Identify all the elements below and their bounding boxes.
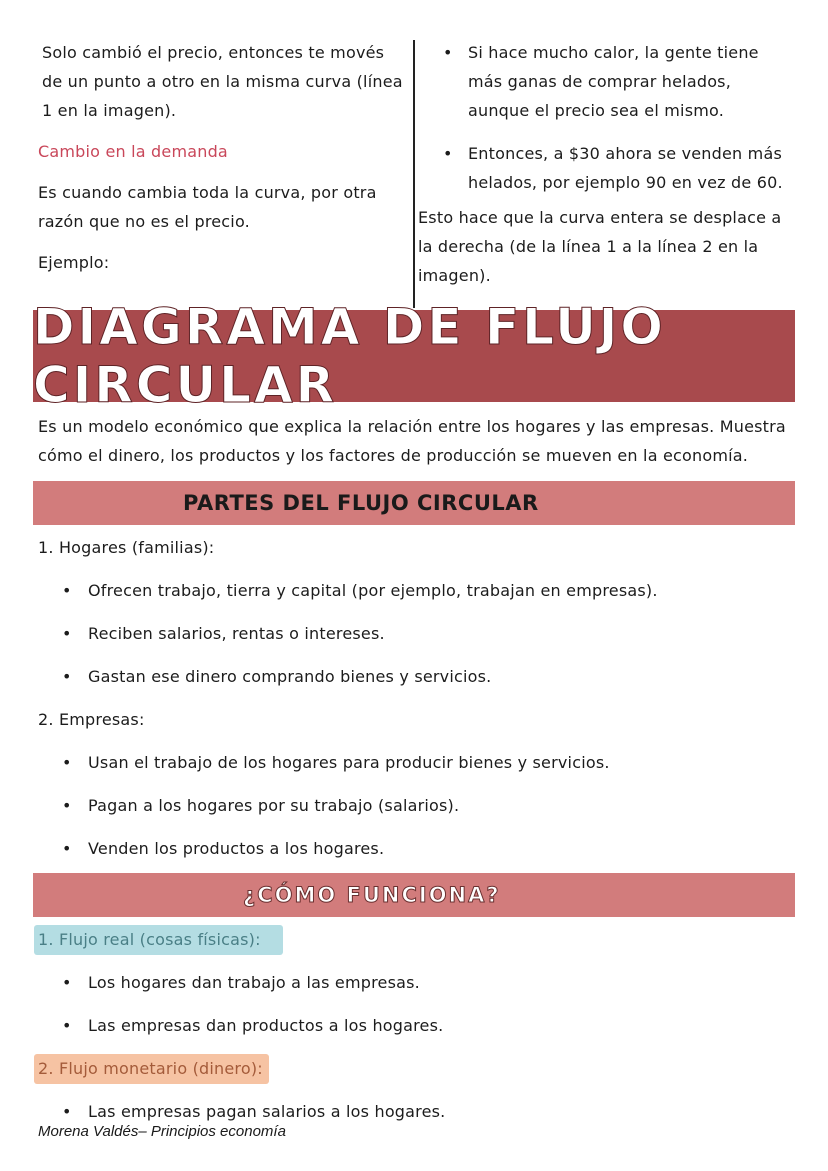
bullet-icon: • (62, 667, 72, 686)
bullet-icon: • (62, 753, 72, 772)
list-item (38, 961, 798, 1004)
monetary-flow-heading-row (38, 1047, 798, 1090)
list-item (418, 139, 788, 197)
list-item-text: Las empresas pagan salarios a los hogares. (88, 1102, 446, 1121)
list-item-text: Los hogares dan trabajo a las empresas. (88, 973, 420, 992)
list-item (38, 1004, 798, 1047)
bullet-icon: • (443, 43, 453, 62)
example-bullet-text: Si hace mucho calor, la gente tiene más ganas de comprar helados, aunque el precio sea el mismo. (468, 43, 759, 120)
demand-notes-right-column (418, 38, 788, 290)
list-item-text: Gastan ese dinero comprando bienes y servicios. (88, 667, 492, 686)
list-item (38, 655, 798, 698)
funciona-list (38, 918, 798, 1133)
real-flow-heading-row (38, 918, 798, 961)
intro-paragraph: Es un modelo económico que explica la relación entre los hogares y las empresas. Muestra cómo el dinero, los productos y los factores de producción se mueven en la economía. (38, 417, 786, 465)
list-item (38, 569, 798, 612)
list-item-text: Usan el trabajo de los hogares para producir bienes y servicios. (88, 753, 610, 772)
list-item (418, 38, 788, 125)
bullet-icon: • (62, 624, 72, 643)
bullet-icon: • (62, 796, 72, 815)
bullet-icon: • (62, 839, 72, 858)
title-banner (33, 298, 795, 414)
empresas-heading: 2. Empresas: (38, 710, 145, 729)
example-bullet-text: Entonces, a $30 ahora se venden más helados, por ejemplo 90 en vez de 60. (468, 144, 783, 192)
list-item (38, 741, 798, 784)
list-item-text: Venden los productos a los hogares. (88, 839, 385, 858)
section-title: ¿CÓMO FUNCIONA? (243, 883, 501, 907)
list-item-text: Reciben salarios, rentas o intereses. (88, 624, 385, 643)
example-label: Ejemplo: (38, 253, 110, 272)
curve-shift-conclusion: Esto hace que la curva entera se desplace a la derecha (de la línea 1 a la línea 2 en la imagen). (418, 208, 782, 285)
demand-change-heading: Cambio en la demanda (38, 142, 228, 161)
list-item (38, 612, 798, 655)
author-footer: Morena Valdés– Principios economía (38, 1123, 286, 1140)
section-header-partes (33, 481, 795, 525)
demand-change-definition: Es cuando cambia toda la curva, por otra razón que no es el precio. (38, 183, 377, 231)
bullet-icon: • (62, 1102, 72, 1121)
bullet-icon: • (62, 581, 72, 600)
hogares-heading: 1. Hogares (familias): (38, 538, 215, 557)
real-flow-heading: 1. Flujo real (cosas físicas): (34, 925, 283, 955)
bullet-icon: • (62, 1016, 72, 1035)
page-title: DIAGRAMA DE FLUJO CIRCULAR (33, 298, 666, 414)
list-item-text: Pagan a los hogares por su trabajo (salarios). (88, 796, 460, 815)
section-header-funciona (33, 873, 795, 917)
monetary-flow-heading: 2. Flujo monetario (dinero): (34, 1054, 269, 1084)
demand-notes-left-column (38, 38, 406, 277)
price-change-paragraph: Solo cambió el precio, entonces te movés de un punto a otro en la misma curva (línea 1 en la imagen). (42, 43, 403, 120)
bullet-icon: • (62, 973, 72, 992)
bullet-icon: • (443, 144, 453, 163)
column-divider (413, 40, 415, 308)
list-item-text: Las empresas dan productos a los hogares. (88, 1016, 444, 1035)
list-item (38, 784, 798, 827)
list-item-text: Ofrecen trabajo, tierra y capital (por ejemplo, trabajan en empresas). (88, 581, 658, 600)
list-item (38, 827, 798, 870)
partes-list (38, 526, 798, 870)
section-title: PARTES DEL FLUJO CIRCULAR (183, 491, 539, 515)
